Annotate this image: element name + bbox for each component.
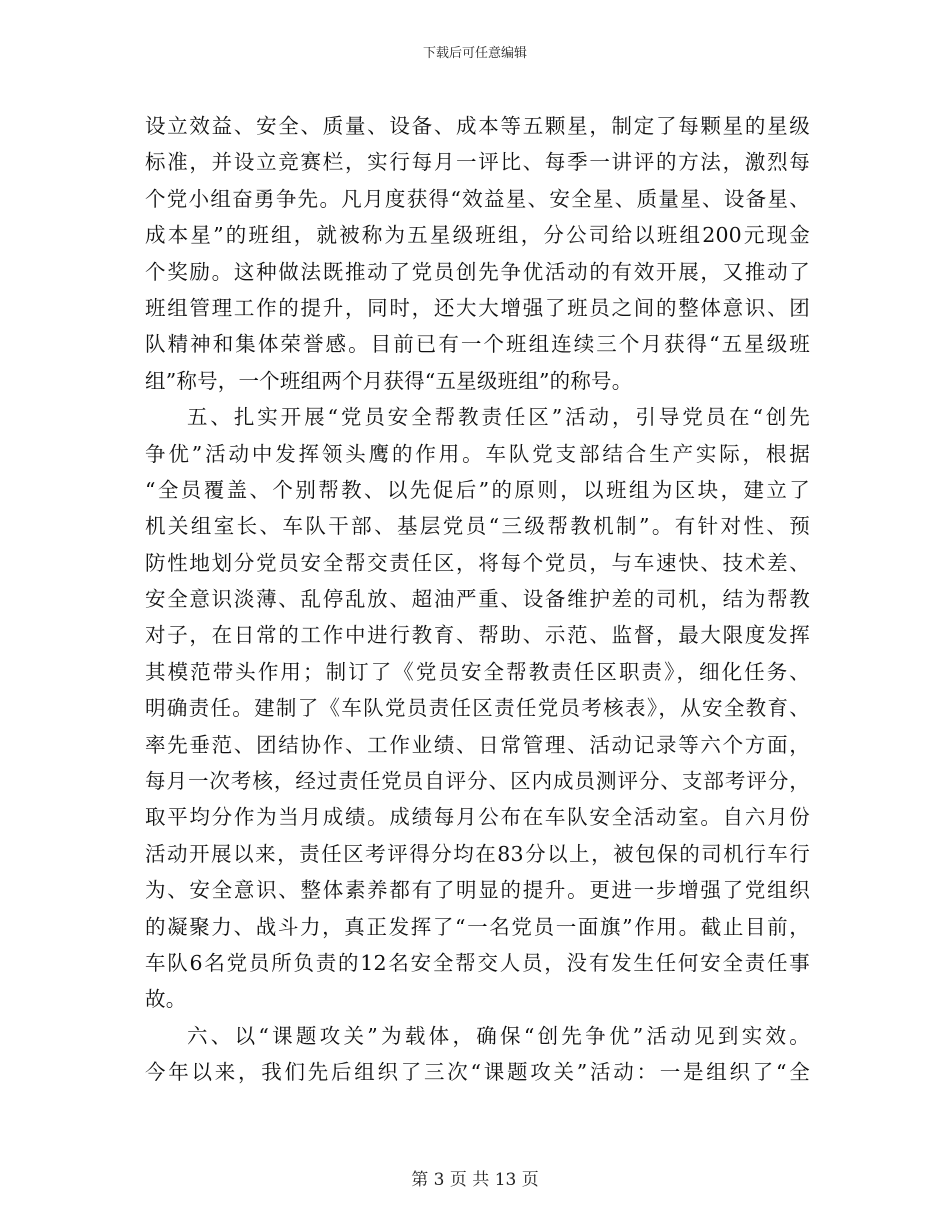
text-line: 成本星”的班组，就被称为五星级班组，分公司给以班组200元现金 — [145, 223, 810, 248]
text-line: 活动开展以来，责任区考评得分均在83分以上，被包保的司机行车行 — [145, 841, 810, 866]
text-line: 每月一次考核，经过责任党员自评分、区内成员测评分、支部考评分， — [145, 769, 810, 794]
text-line: 个奖励。这种做法既推动了党员创先争优活动的有效开展，又推动了 — [145, 259, 810, 284]
text-line: 班组管理工作的提升，同时，还大大增强了班员之间的整体意识、团 — [145, 295, 810, 320]
text-line: 率先垂范、团结协作、工作业绩、日常管理、活动记录等六个方面， — [145, 732, 810, 757]
text-line: 明确责任。建制了《车队党员责任区责任党员考核表》，从安全教育、 — [145, 696, 810, 721]
text-line: 设立效益、安全、质量、设备、成本等五颗星，制定了每颗星的星级 — [145, 114, 810, 138]
text-line: 六、以“课题攻关”为载体，确保“创先争优”活动见到实效。 — [187, 1023, 810, 1048]
text-line: 个党小组奋勇争先。凡月度获得“效益星、安全星、质量星、设备星、 — [145, 186, 810, 211]
text-line: 对子，在日常的工作中进行教育、帮助、示范、监督，最大限度发挥 — [145, 623, 810, 648]
document-body — [145, 108, 810, 1091]
text-line: 安全意识淡薄、乱停乱放、超油严重、设备维护差的司机，结为帮教 — [145, 587, 810, 612]
text-line: 争优”活动中发挥领头鹰的作用。车队党支部结合生产实际，根据 — [145, 441, 810, 466]
page-header: 下载后可任意编辑 — [422, 46, 527, 61]
text-line: 故。 — [145, 987, 187, 1012]
text-line: 队精神和集体荣誉感。目前已有一个班组连续三个月获得“五星级班 — [145, 332, 810, 357]
text-line: 的凝聚力、战斗力，真正发挥了“一名党员一面旗”作用。截止目前， — [145, 914, 810, 939]
text-line: 其模范带头作用；制订了《党员安全帮教责任区职责》，细化任务、 — [145, 659, 810, 684]
text-line: 为、安全意识、整体素养都有了明显的提升。更进一步增强了党组织 — [145, 878, 810, 903]
text-line: 机关组室长、车队干部、基层党员“三级帮教机制”。有针对性、预 — [145, 514, 810, 539]
text-line: 今年以来，我们先后组织了三次“课题攻关”活动：一是组织了“全 — [145, 1060, 810, 1085]
text-line: 五、扎实开展“党员安全帮教责任区”活动，引导党员在“创先 — [187, 405, 810, 430]
text-line: “全员覆盖、个别帮教、以先促后”的原则，以班组为区块，建立了 — [145, 477, 810, 502]
page-footer: 第 3 页 共 13 页 — [411, 1170, 539, 1190]
text-line: 防性地划分党员安全帮交责任区，将每个党员，与车速快、技术差、 — [145, 550, 810, 575]
text-line: 组”称号，一个班组两个月获得“五星级班组”的称号。 — [145, 368, 633, 393]
text-line: 取平均分作为当月成绩。成绩每月公布在车队安全活动室。自六月份 — [145, 805, 810, 830]
text-line: 车队6名党员所负责的12名安全帮交人员，没有发生任何安全责任事 — [145, 950, 810, 975]
text-line: 标准，并设立竞赛栏，实行每月一评比、每季一讲评的方法，激烈每 — [145, 150, 810, 175]
